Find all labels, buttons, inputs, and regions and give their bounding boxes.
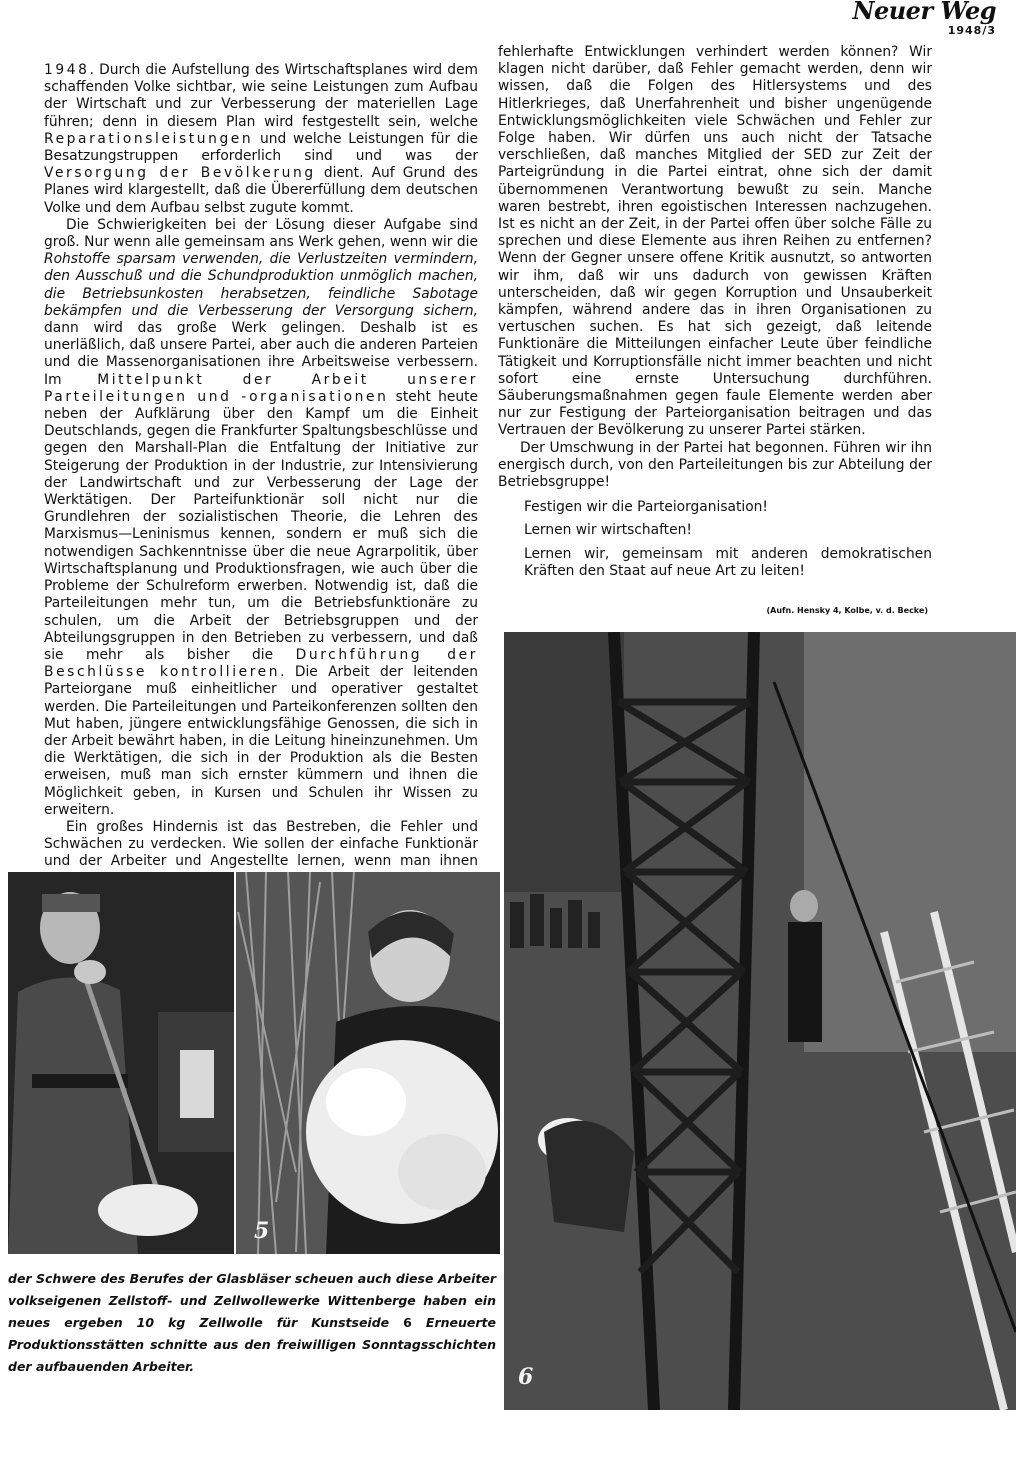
steel-tower-image	[504, 632, 1016, 1410]
paragraph: Die Schwierigkeiten bei der Lösung dieser Aufgabe sind groß. Nur wenn alle gemeinsam ans Werk gehen, wenn wir die Rohstoffe sparsam verwenden, die Verlustzeiten vermindern, den Ausschuß und die Schundproduktion unmöglich machen, die Betriebsunkosten herabsetzen, feindliche Sabotage bekämpfen und die Verbesserung der Versorgung sichern, dann wird das große Werk gelingen. Deshalb ist es unerläßlich, daß unsere Partei, aber auch die anderen Parteien und die Massenorganisationen ihre Arbeitsweise verbessern. Im Mittelpunkt der Arbeit unserer Parteileitungen und -organisationen steht heute neben der Aufklärung über den Kampf um die Einheit Deutschlands, gegen die Frankfurter Spaltungsbeschlüsse und gegen den Marshall-Plan die Entfaltung der Initiative zur Steigerung der Produktion in der Industrie, zur Intensivierung der Landwirtschaft und zur Verbesserung der Lage der Werktätigen. Der Parteifunktionär soll nicht nur die Grundlehren der sozialistischen Theorie, die Lehren des Marxismus—Leninismus kennen, sondern er muß sich die notwendigen Sachkenntnisse über die neue Agrarpolitik, über Wirtschaftsplanung und Produktionsfragen, wie auch über die Probleme der Schulreform erwerben. Notwendig ist, daß die Parteileitungen mehr tun, um die Betriebsfunktionäre zu schulen, um die Arbeit der Betriebsgruppen und der Abteilungsgruppen in den Betrieben zu verbessern, und daß sie mehr als bisher die Durchführung der Beschlüsse kontrollieren. Die Arbeit der leitenden Parteiorgane muß einheitlicher und operativer gestaltet werden. Die Parteileitungen und Parteikonferenzen sollten den Mut haben, jüngere entwicklungsfähige Genossen, die sich in der Arbeit bewährt haben, in die Leitung hineinzunehmen. Um die Werktätigen, die sich in der Produktion als die Besten erweisen, muß man sich ernster kümmern und ihnen die Möglichkeit geben, in Kursen und Schulen ihr Wissen zu erweitern.	[44, 216, 478, 818]
photo-number: 6	[518, 1364, 534, 1390]
paragraph: 1948. Durch die Aufstellung des Wirtschaftsplanes wird dem schaffenden Volke sichtbar, wie seine Leistungen zum Aufbau der Wirtschaft und zur Verbesserung der materiellen Lage führen; denn in diesem Plan wird festgestellt sein, welche Reparationsleistungen und welche Leistungen für die Besatzungstruppen erforderlich sind und was der Versorgung der Bevölkerung dient. Auf Grund des Planes wird klargestellt, daß die Übererfüllung dem deutschen Volke und dem Aufbau selbst zugute kommt.	[44, 62, 478, 216]
newspaper-logo: Neuer Weg	[852, 0, 996, 25]
photo-glassblower	[8, 872, 234, 1254]
issue-number: 1948/3	[947, 24, 996, 37]
photo-cellulose-worker	[236, 872, 500, 1254]
glassblower-image	[8, 872, 234, 1254]
photo-credit: (Aufn. Hensky 4, Kolbe, v. d. Becke)	[766, 606, 928, 615]
slogan: Festigen wir die Parteiorganisation!	[524, 499, 768, 516]
right-text-column	[498, 44, 932, 586]
paragraph: fehlerhafte Entwicklungen verhindert werden können? Wir klagen nicht darüber, daß Fehler gemacht werden, denn wir wissen, daß die Folgen des Hitlersystems und des Hitlerkrieges, daß Unerfahrenheit und bisher ungenügende Entwicklungsmöglichkeiten viele Schwächen und Fehler zur Folge haben. Wir dürfen uns auch nicht der Tatsache verschließen, daß manches Mitglied der SED zur Zeit der Parteigründung in die Partei eintrat, ohne sich der damit übernommenen Verantwortung bewußt zu sein. Manche waren bestrebt, ihren egoistischen Interessen nachzugehen. Ist es nicht an der Zeit, in der Partei offen über solche Fälle zu sprechen und diese Elemente aus ihren Reihen zu entfernen? Wenn der Gegner unsere offene Kritik ausnutzt, so antworten wir ihm, daß wir uns dadurch von gewissen Kräften unterscheiden, daß wir gegen Korruption und Unsauberkeit kämpfen, während andere das in ihren Organisationen zu vertuschen suchen. Es hat sich gezeigt, daß leitende Funktionäre die Mitteilungen einfacher Leute über feindliche Tätigkeit und Korruptionsfälle nicht immer beachten und nicht sofort eine ernste Untersuchung durchführen. Säuberungsmaßnahmen gegen faule Elemente werden aber nur zur Festigung der Parteiorganisation beitragen und das Vertrauen der Bevölkerung zu unserer Partei stärken.	[498, 44, 932, 439]
paragraph: Ein großes Hindernis ist das Bestreben, die Fehler und Schwächen zu verdecken. Wie sollen der einfache Funktionär und der Arbeiter und Angestellte lernen, wenn man ihnen	[44, 818, 478, 870]
paragraph: Der Umschwung in der Partei hat begonnen. Führen wir ihn energisch durch, von den Parteileitungen bis zur Abteilung der Betriebsgruppe!	[498, 439, 932, 491]
left-text-column	[44, 62, 478, 905]
masthead	[853, 0, 996, 37]
slogan: Lernen wir, gemeinsam mit anderen demokratischen Kräften den Staat auf neue Art zu leiten!	[524, 545, 932, 579]
photo-steel-tower	[504, 632, 1016, 1410]
photo-caption: der Schwere des Berufes der Glasbläser scheuen auch diese Arbeiter volkseigenen Zellstoff- und Zellwollewerke Wittenberge haben ein neues ergeben 10 kg Zellwolle für Kunstseide 6 Erneuerte Produktionsstätten schnitte aus den freiwilligen Sonntagsschichten der aufbauenden Arbeiter.	[8, 1271, 496, 1374]
slogan-list	[524, 499, 932, 580]
cellulose-worker-image	[236, 872, 500, 1254]
photo-number: 5	[254, 1218, 270, 1244]
slogan: Lernen wir wirtschaften!	[524, 522, 692, 539]
